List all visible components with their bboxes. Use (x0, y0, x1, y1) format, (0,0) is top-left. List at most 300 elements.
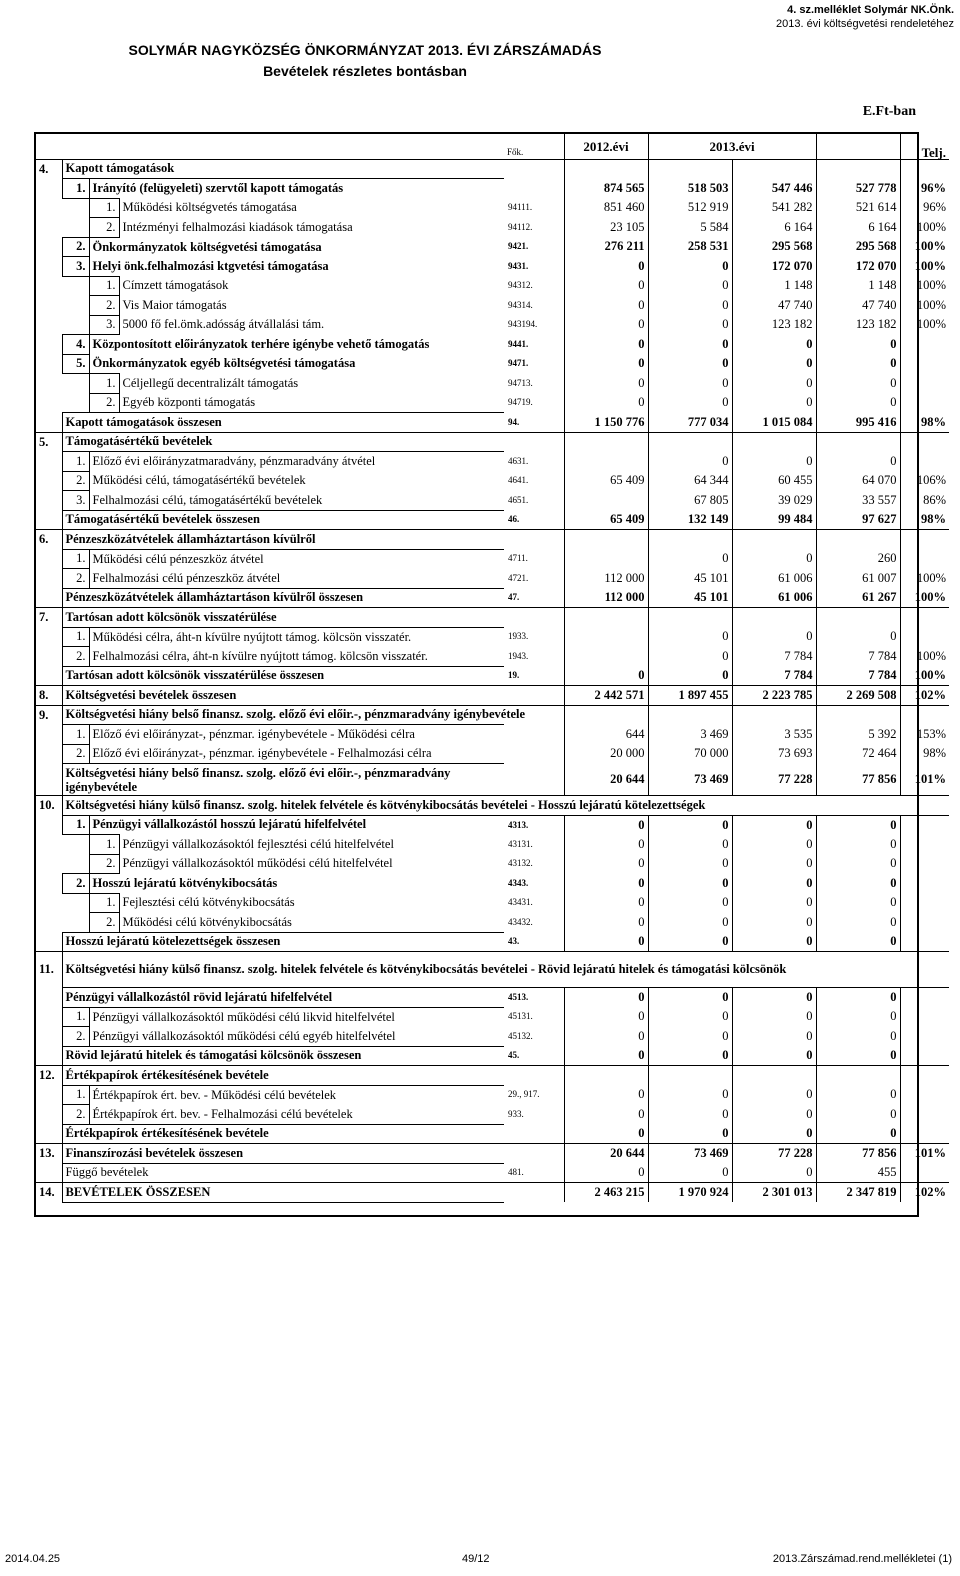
value-2013-b: 1 015 084 (732, 413, 816, 433)
row-label: Hosszú lejáratú kötelezettségek összesen (62, 932, 504, 952)
table-row (36, 744, 949, 764)
row-number (36, 491, 62, 511)
row-number (36, 276, 62, 296)
value-2012: 2 463 215 (564, 1183, 648, 1203)
row-number (36, 764, 62, 796)
table-row (36, 296, 949, 316)
value-pct: 153% (900, 725, 949, 745)
value-2013-a: 512 919 (648, 198, 732, 218)
value-2012: 65 409 (564, 510, 648, 530)
value-2012: 644 (564, 725, 648, 745)
row-number (36, 854, 62, 874)
row-label: Felhalmozási célú, támogatásértékű bevételek (89, 491, 504, 511)
footer-date: 2014.04.25 (5, 1553, 61, 1565)
row-subnumber: 2. (89, 296, 119, 316)
value-pct: 102% (900, 686, 949, 706)
value-2013-c (816, 530, 900, 550)
row-indent (62, 835, 89, 855)
value-pct: 100% (900, 237, 949, 257)
value-2013-c: 0 (816, 988, 900, 1008)
row-subnumber: 1. (62, 725, 89, 745)
value-2013-a (648, 705, 732, 725)
value-2013-a: 0 (648, 452, 732, 472)
value-2013-b (732, 705, 816, 725)
value-2013-a: 1 897 455 (648, 686, 732, 706)
row-code: 45132. (508, 1030, 533, 1041)
value-2013-a: 64 344 (648, 471, 732, 491)
value-2013-c: 61 007 (816, 569, 900, 589)
value-2013-a: 73 469 (648, 764, 732, 796)
row-subnumber: 5. (62, 354, 89, 374)
value-pct: 100% (900, 296, 949, 316)
row-number (36, 471, 62, 491)
value-2013-a: 518 503 (648, 179, 732, 199)
value-2013-a (648, 530, 732, 550)
row-code: 9431. (508, 260, 529, 271)
value-2013-c: 0 (816, 627, 900, 647)
row-code: 9421. (508, 241, 529, 252)
value-pct: 102% (900, 1183, 949, 1203)
row-number (36, 218, 62, 238)
row-label: Egyéb központi támogatás (119, 393, 504, 413)
value-2013-c: 0 (816, 913, 900, 933)
value-2013-c: 0 (816, 354, 900, 374)
row-code (504, 608, 564, 628)
row-label: Tartósan adott kölcsönök visszatérülése összesen (62, 666, 504, 686)
value-2013-a: 0 (648, 988, 732, 1008)
value-2012: 112 000 (564, 569, 648, 589)
table-row (36, 393, 949, 413)
row-code: 43132. (508, 858, 533, 869)
value-2012: 0 (564, 1124, 648, 1144)
value-2013-c: 72 464 (816, 744, 900, 764)
row-number (36, 666, 62, 686)
value-2013-a: 0 (648, 893, 732, 913)
row-number (36, 1046, 62, 1066)
row-number (36, 1085, 62, 1105)
row-label: Függő bevételek (62, 1163, 504, 1183)
value-pct: 100% (900, 218, 949, 238)
row-code: 94314. (508, 299, 533, 310)
row-subnumber: 1. (89, 374, 119, 394)
value-pct (900, 854, 949, 874)
row-subnumber: 2. (62, 647, 89, 667)
row-label: Hosszú lejáratú kötvénykibocsátás (89, 874, 504, 894)
value-2012: 0 (564, 913, 648, 933)
value-2012: 0 (564, 893, 648, 913)
value-2013-a (648, 159, 732, 179)
value-2013-b: 0 (732, 1163, 816, 1183)
row-subnumber: 1. (62, 1007, 89, 1027)
row-code: 1943. (508, 650, 529, 661)
row-number (36, 988, 62, 1008)
row-number (36, 627, 62, 647)
decree-label: 2013. évi költségvetési rendeletéhez (776, 18, 954, 30)
row-number: 8. (36, 686, 62, 706)
value-2013-b (732, 608, 816, 628)
value-pct (900, 354, 949, 374)
value-2013-c: 7 784 (816, 666, 900, 686)
row-code: 9471. (508, 358, 529, 369)
value-2013-b: 0 (732, 354, 816, 374)
value-2013-c: 0 (816, 1046, 900, 1066)
value-2012: 0 (564, 374, 648, 394)
row-label: Értékpapírok értékesítésének bevétele (62, 1066, 504, 1086)
row-code: 4711. (508, 553, 528, 564)
row-subnumber: 1. (62, 627, 89, 647)
row-label: Támogatásértékű bevételek (62, 432, 504, 452)
value-pct (900, 913, 949, 933)
row-label: Működési célra, áht-n kívülre nyújtott támog. kölcsön visszatér. (89, 627, 504, 647)
value-2013-c: 455 (816, 1163, 900, 1183)
value-2012: 112 000 (564, 588, 648, 608)
row-number (36, 452, 62, 472)
row-label: Intézményi felhalmozási kiadások támogatása (119, 218, 504, 238)
value-2012: 0 (564, 1046, 648, 1066)
row-subnumber: 3. (62, 491, 89, 511)
value-pct (900, 1163, 949, 1183)
row-number (36, 510, 62, 530)
row-label: Tartósan adott kölcsönök visszatérülése (62, 608, 504, 628)
row-subnumber: 1. (89, 198, 119, 218)
value-2013-a: 0 (648, 257, 732, 277)
value-2013-c: 260 (816, 549, 900, 569)
value-2013-c: 0 (816, 393, 900, 413)
value-2013-b: 547 446 (732, 179, 816, 199)
row-label: Pénzügyi vállalkozástól hosszú lejáratú hifelfelvétel (89, 815, 504, 835)
value-pct (900, 1085, 949, 1105)
value-2013-b: 0 (732, 854, 816, 874)
value-2013-b: 0 (732, 393, 816, 413)
row-number (36, 413, 62, 433)
value-2013-b: 47 740 (732, 296, 816, 316)
value-2012 (564, 530, 648, 550)
row-indent (62, 198, 89, 218)
row-code: 4721. (508, 572, 529, 583)
table-row (36, 179, 949, 199)
value-2013-a: 0 (648, 835, 732, 855)
row-number (36, 1105, 62, 1125)
value-pct: 100% (900, 647, 949, 667)
value-2013-b: 73 693 (732, 744, 816, 764)
row-number (36, 296, 62, 316)
value-2012: 0 (564, 1085, 648, 1105)
row-number (36, 893, 62, 913)
value-2013-a: 258 531 (648, 237, 732, 257)
value-2013-b: 77 228 (732, 764, 816, 796)
value-2013-b: 39 029 (732, 491, 816, 511)
value-2013-c: 521 614 (816, 198, 900, 218)
row-number (36, 835, 62, 855)
table-row (36, 471, 949, 491)
row-number: 5. (36, 432, 62, 452)
value-2013-b (732, 432, 816, 452)
row-code: 481. (508, 1167, 524, 1177)
value-2013-b: 61 006 (732, 588, 816, 608)
value-pct: 98% (900, 744, 949, 764)
row-label: Kapott támogatások (62, 159, 504, 179)
value-2013-a: 0 (648, 1007, 732, 1027)
row-number (36, 874, 62, 894)
row-code (504, 159, 564, 179)
row-code: 4631. (508, 455, 529, 466)
value-2013-b: 0 (732, 1027, 816, 1047)
value-2013-b (732, 1066, 816, 1086)
row-subnumber: 2. (62, 1105, 89, 1125)
revenue-table (36, 134, 949, 1203)
value-2013-c (816, 1066, 900, 1086)
value-2012: 65 409 (564, 471, 648, 491)
value-2013-a: 0 (648, 549, 732, 569)
value-2012: 1 150 776 (564, 413, 648, 433)
value-pct (900, 1124, 949, 1144)
table-row (36, 1027, 949, 1047)
row-number: 6. (36, 530, 62, 550)
value-2012: 2 442 571 (564, 686, 648, 706)
row-code: 943194. (508, 319, 538, 330)
row-code: 1933. (508, 631, 529, 642)
table-row (36, 1144, 949, 1164)
value-2012: 20 644 (564, 1144, 648, 1164)
row-subnumber: 1. (62, 1085, 89, 1105)
row-code: 4651. (508, 494, 529, 505)
value-2013-c: 995 416 (816, 413, 900, 433)
row-subnumber: 2. (62, 874, 89, 894)
value-2013-b: 0 (732, 988, 816, 1008)
table-row (36, 588, 949, 608)
value-2013-b: 541 282 (732, 198, 816, 218)
row-number: 14. (36, 1183, 62, 1203)
page-subtitle: Bevételek részletes bontásban (263, 63, 467, 79)
row-subnumber: 2. (89, 913, 119, 933)
value-2012: 0 (564, 666, 648, 686)
value-pct: 98% (900, 413, 949, 433)
row-number: 10. (36, 796, 62, 816)
value-2013-b: 3 535 (732, 725, 816, 745)
table-row (36, 705, 949, 725)
value-pct (900, 815, 949, 835)
value-2012: 20 000 (564, 744, 648, 764)
table-row (36, 608, 949, 628)
value-2012: 0 (564, 1007, 648, 1027)
row-code: 4313. (508, 819, 529, 830)
row-label: Helyi önk.felhalmozási ktgvetési támogatása (89, 257, 504, 277)
value-2012: 0 (564, 1027, 648, 1047)
value-2012 (564, 432, 648, 452)
value-2013-b: 2 223 785 (732, 686, 816, 706)
table-row (36, 159, 949, 179)
value-pct (900, 159, 949, 179)
row-number (36, 913, 62, 933)
value-pct (900, 705, 949, 725)
value-2013-b: 0 (732, 1007, 816, 1027)
value-2013-c: 33 557 (816, 491, 900, 511)
value-2012: 0 (564, 1163, 648, 1183)
row-number: 13. (36, 1144, 62, 1164)
row-number (36, 932, 62, 952)
value-2013-c: 0 (816, 854, 900, 874)
row-number (36, 647, 62, 667)
value-2013-c: 0 (816, 815, 900, 835)
value-2013-b: 0 (732, 893, 816, 913)
value-2013-c (816, 159, 900, 179)
table-row (36, 627, 949, 647)
value-2013-c: 0 (816, 452, 900, 472)
row-label: Előző évi előirányzat-, pénzmar. igénybevétele - Felhalmozási célra (89, 744, 504, 764)
value-2012 (564, 549, 648, 569)
row-label: Működési célú pénzeszköz átvétel (89, 549, 504, 569)
value-2012 (564, 647, 648, 667)
table-row (36, 1046, 949, 1066)
value-2013-b: 172 070 (732, 257, 816, 277)
value-2012 (564, 1066, 648, 1086)
value-2012 (564, 491, 648, 511)
value-pct: 100% (900, 276, 949, 296)
table-row (36, 796, 949, 816)
value-pct (900, 627, 949, 647)
value-2013-c: 77 856 (816, 1144, 900, 1164)
row-label: 5000 fő fel.ömk.adósság átvállalási tám. (119, 315, 504, 335)
row-number (36, 588, 62, 608)
row-label: Vis Maior támogatás (119, 296, 504, 316)
row-code: 43131. (508, 838, 533, 849)
value-2013-b: 0 (732, 815, 816, 835)
value-2013-c: 0 (816, 1124, 900, 1144)
value-2012: 0 (564, 257, 648, 277)
row-indent (62, 393, 89, 413)
value-2013-a: 777 034 (648, 413, 732, 433)
value-2013-b: 99 484 (732, 510, 816, 530)
value-2013-a: 0 (648, 374, 732, 394)
row-number (36, 1124, 62, 1144)
table-row (36, 510, 949, 530)
value-2012: 0 (564, 315, 648, 335)
value-2012: 0 (564, 835, 648, 855)
value-2012: 23 105 (564, 218, 648, 238)
value-pct: 100% (900, 315, 949, 335)
value-2013-c: 123 182 (816, 315, 900, 335)
value-2013-b: 0 (732, 374, 816, 394)
value-2013-c: 0 (816, 874, 900, 894)
value-2013-a: 0 (648, 874, 732, 894)
value-pct: 100% (900, 569, 949, 589)
value-2013-a: 0 (648, 1046, 732, 1066)
row-label: Költségvetési hiány belső finansz. szolg. előző évi előir.-, pénzmaradvány igénybevétele (62, 764, 504, 796)
value-2013-a: 0 (648, 1124, 732, 1144)
row-label: Önkormányzatok egyéb költségvetési támogatása (89, 354, 504, 374)
value-2013-a: 0 (648, 1027, 732, 1047)
row-code: 94713. (508, 377, 533, 388)
value-2013-c: 5 392 (816, 725, 900, 745)
row-code: 45131. (508, 1011, 533, 1022)
value-2012 (564, 159, 648, 179)
table-row (36, 315, 949, 335)
row-indent (62, 913, 89, 933)
row-code: 94112. (508, 221, 533, 232)
row-code: 4641. (508, 475, 529, 486)
value-2013-c: 6 164 (816, 218, 900, 238)
value-2013-a: 0 (648, 1163, 732, 1183)
value-2012: 874 565 (564, 179, 648, 199)
value-2012 (564, 627, 648, 647)
table-row (36, 530, 949, 550)
row-label: Költségvetési hiány külső finansz. szolg. hitelek felvétele és kötvénykibocsátás bevételei - Rövid lejáratú hitelek és támogatási kölcsönök (62, 952, 949, 988)
row-code: 94312. (508, 280, 533, 291)
value-2012: 0 (564, 1105, 648, 1125)
row-code (504, 764, 564, 796)
row-subnumber: 4. (62, 335, 89, 355)
row-number (36, 335, 62, 355)
row-indent (62, 854, 89, 874)
table-row (36, 276, 949, 296)
value-2013-b: 60 455 (732, 471, 816, 491)
row-label: Pénzügyi vállalkozásoktól működési célú hitelfelvétel (119, 854, 504, 874)
value-pct (900, 432, 949, 452)
value-pct: 101% (900, 1144, 949, 1164)
table-row (36, 354, 949, 374)
row-label: Finanszírozási bevételek összesen (62, 1144, 504, 1164)
table-row (36, 549, 949, 569)
table-row (36, 1124, 949, 1144)
row-code (504, 1183, 564, 1203)
value-2013-a: 45 101 (648, 569, 732, 589)
row-subnumber: 2. (62, 237, 89, 257)
value-2013-a: 0 (648, 276, 732, 296)
value-2013-b: 0 (732, 549, 816, 569)
row-code (504, 432, 564, 452)
value-2013-c: 64 070 (816, 471, 900, 491)
value-pct (900, 549, 949, 569)
value-2013-b: 2 301 013 (732, 1183, 816, 1203)
row-label: Pénzügyi vállalkozásoktól fejlesztési célú hitelfelvétel (119, 835, 504, 855)
row-label: Működési költségvetés támogatása (119, 198, 504, 218)
value-2013-b: 0 (732, 1085, 816, 1105)
value-2013-c: 97 627 (816, 510, 900, 530)
value-2013-c: 77 856 (816, 764, 900, 796)
row-code (504, 686, 564, 706)
table-row (36, 1163, 949, 1183)
row-indent (62, 218, 89, 238)
value-2013-a: 73 469 (648, 1144, 732, 1164)
footer-file: 2013.Zárszámad.rend.mellékletei (1) (772, 1553, 952, 1565)
value-2013-b (732, 159, 816, 179)
value-2013-a: 0 (648, 932, 732, 952)
row-number: 12. (36, 1066, 62, 1086)
value-2013-b: 295 568 (732, 237, 816, 257)
row-code (504, 725, 564, 745)
value-2013-a: 3 469 (648, 725, 732, 745)
row-subnumber: 1. (62, 179, 89, 199)
row-code (504, 1144, 564, 1164)
row-code: 933. (508, 1108, 524, 1119)
value-2013-b: 0 (732, 335, 816, 355)
value-2013-c: 61 267 (816, 588, 900, 608)
value-pct (900, 1066, 949, 1086)
value-2013-c: 0 (816, 1007, 900, 1027)
table-row (36, 893, 949, 913)
value-pct: 101% (900, 764, 949, 796)
table-row (36, 874, 949, 894)
table-row (36, 257, 949, 277)
table-body (36, 159, 949, 1202)
table-row (36, 491, 949, 511)
value-pct: 100% (900, 257, 949, 277)
table-row (36, 815, 949, 835)
table-row (36, 835, 949, 855)
value-2012: 0 (564, 354, 648, 374)
value-2012 (564, 452, 648, 472)
table-row (36, 988, 949, 1008)
